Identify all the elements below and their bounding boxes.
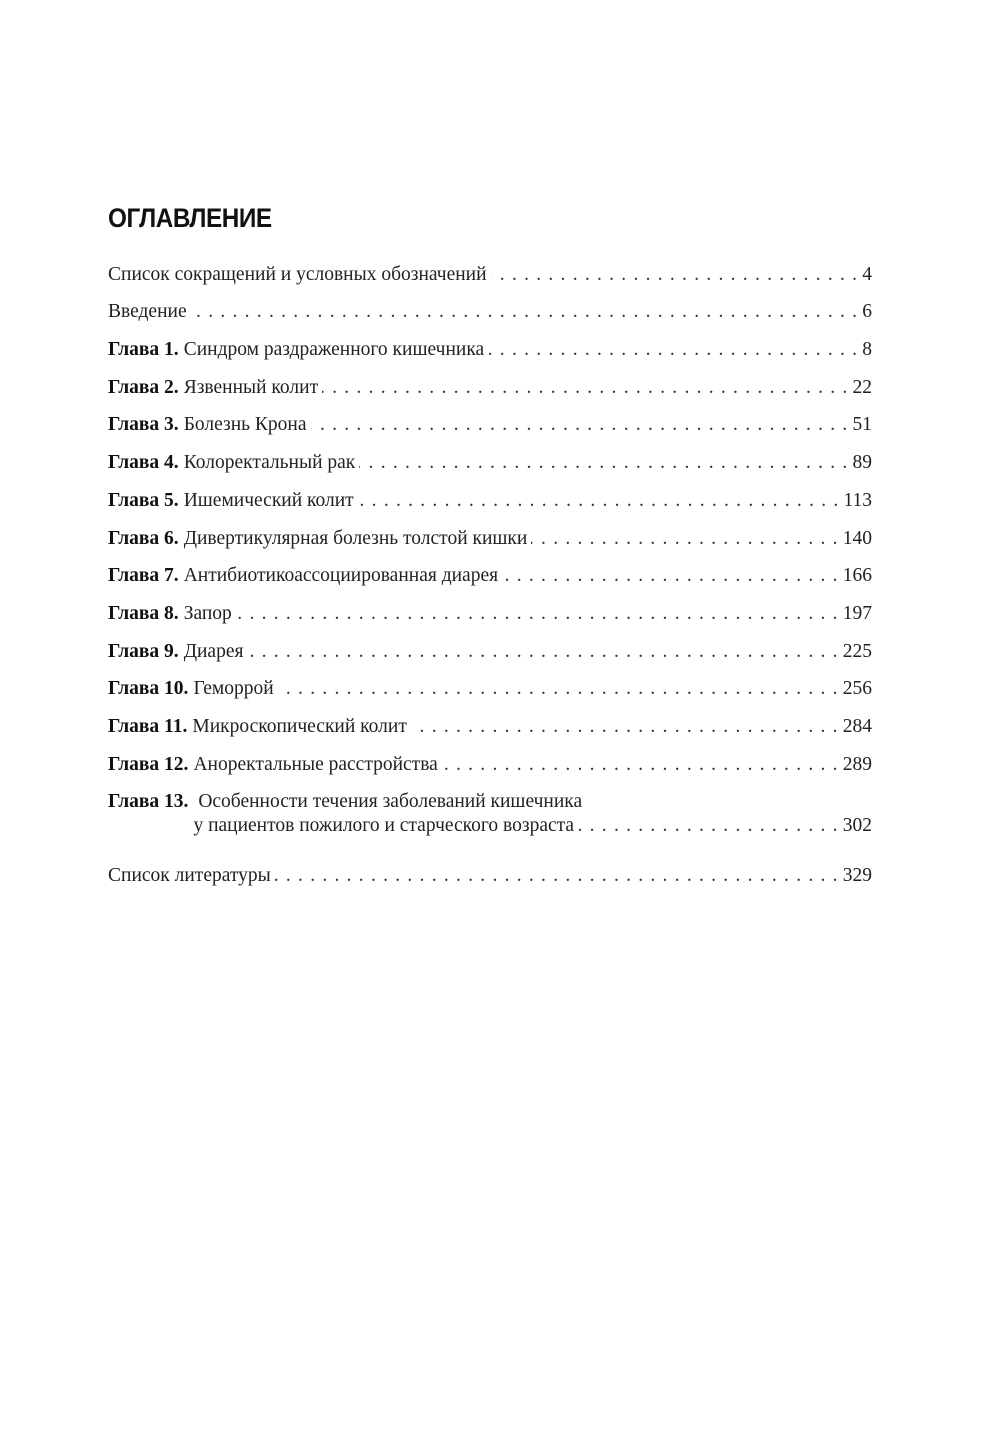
toc-entry-chapter-5[interactable] [108, 475, 872, 513]
dot-leader [247, 640, 838, 664]
toc-entry-line-1 [108, 777, 872, 814]
toc-entry-title: Геморрой [193, 678, 274, 700]
toc-entry-chapter-13[interactable] [108, 777, 872, 838]
toc-list [108, 249, 872, 888]
dot-leader [275, 864, 839, 888]
toc-entry-title: Диарея [183, 640, 244, 662]
dot-leader [358, 489, 840, 513]
dot-leader [278, 677, 839, 701]
dot-leader [311, 413, 849, 437]
chapter-label: Глава 6. [108, 527, 179, 549]
toc-entry-chapter-9[interactable] [108, 626, 872, 664]
toc-entry-title: Запор [183, 602, 232, 624]
chapter-label: Глава 8. [108, 602, 179, 624]
table-of-contents-page [108, 203, 872, 888]
chapter-label: Глава 9. [108, 640, 179, 662]
chapter-label: Глава 11. [108, 715, 188, 737]
dot-leader [359, 451, 848, 475]
toc-page-number: 302 [842, 814, 872, 836]
toc-page-number: 166 [842, 565, 872, 587]
toc-entry-title: Введение [108, 301, 187, 323]
dot-leader [531, 527, 838, 551]
toc-entry-title: Список литературы [108, 865, 271, 887]
toc-entry-introduction[interactable] [108, 287, 872, 325]
toc-entry-title: Болезнь Крона [183, 414, 307, 436]
toc-entry-title: Ишемический колит [183, 489, 354, 511]
dot-leader [491, 263, 859, 287]
toc-entry-title: Микроскопический колит [192, 715, 407, 737]
chapter-label: Глава 10. [108, 678, 189, 700]
toc-page-number: 256 [842, 678, 872, 700]
toc-entry-chapter-1[interactable] [108, 324, 872, 362]
toc-entry-chapter-12[interactable] [108, 739, 872, 777]
dot-leader [236, 602, 839, 626]
toc-page-number: 289 [842, 753, 872, 775]
toc-entry-title: Особенности течения заболеваний кишечника [198, 790, 583, 812]
chapter-label: Глава 13. [108, 790, 189, 812]
chapter-label: Глава 7. [108, 565, 179, 587]
toc-page-number: 329 [842, 865, 872, 887]
chapter-label: Глава 4. [108, 452, 179, 474]
toc-entry-title: Дивертикулярная болезнь толстой кишки [183, 527, 528, 549]
toc-heading: ОГЛАВЛЕНИЕ [108, 203, 272, 233]
toc-page-number: 4 [862, 263, 872, 285]
chapter-label: Глава 1. [108, 339, 179, 361]
toc-entry-chapter-10[interactable] [108, 664, 872, 702]
dot-leader [322, 376, 848, 400]
toc-page-number: 51 [852, 414, 872, 436]
toc-entry-chapter-11[interactable] [108, 701, 872, 739]
toc-entry-chapter-4[interactable] [108, 437, 872, 475]
chapter-label: Глава 5. [108, 489, 179, 511]
dot-leader [578, 814, 839, 838]
toc-entry-title: Аноректальные расстройства [193, 753, 438, 775]
chapter-label: Глава 2. [108, 376, 179, 398]
dot-leader [488, 338, 858, 362]
dot-leader [502, 564, 839, 588]
chapter-label: Глава 3. [108, 414, 179, 436]
toc-entry-line-2 [108, 814, 872, 838]
toc-page-number: 6 [862, 301, 872, 323]
toc-entry-chapter-6[interactable] [108, 513, 872, 551]
toc-entry-title: Список сокращений и условных обозначений [108, 263, 487, 285]
toc-entry-title: Колоректальный рак [183, 452, 356, 474]
toc-page-number: 225 [842, 640, 872, 662]
dot-leader [191, 300, 859, 324]
toc-entry-title-continued: у пациентов пожилого и старческого возраста [193, 814, 575, 836]
toc-page-number: 197 [842, 602, 872, 624]
toc-entry-bibliography[interactable] [108, 851, 872, 889]
toc-entry-chapter-8[interactable] [108, 588, 872, 626]
toc-page-number: 113 [843, 489, 872, 511]
toc-entry-chapter-7[interactable] [108, 551, 872, 589]
toc-page-number: 284 [842, 715, 872, 737]
toc-page-number: 22 [852, 376, 872, 398]
dot-leader [442, 753, 839, 777]
toc-entry-chapter-3[interactable] [108, 400, 872, 438]
toc-entry-title: Язвенный колит [183, 376, 319, 398]
toc-entry-abbreviations[interactable] [108, 249, 872, 287]
toc-entry-title: Антибиотикоассоциированная диарея [183, 565, 499, 587]
toc-page-number: 89 [852, 452, 872, 474]
toc-page-number: 8 [862, 339, 872, 361]
chapter-label: Глава 12. [108, 753, 189, 775]
dot-leader [411, 715, 839, 739]
toc-page-number: 140 [842, 527, 872, 549]
toc-entry-title: Синдром раздраженного кишечника [183, 339, 485, 361]
toc-entry-chapter-2[interactable] [108, 362, 872, 400]
